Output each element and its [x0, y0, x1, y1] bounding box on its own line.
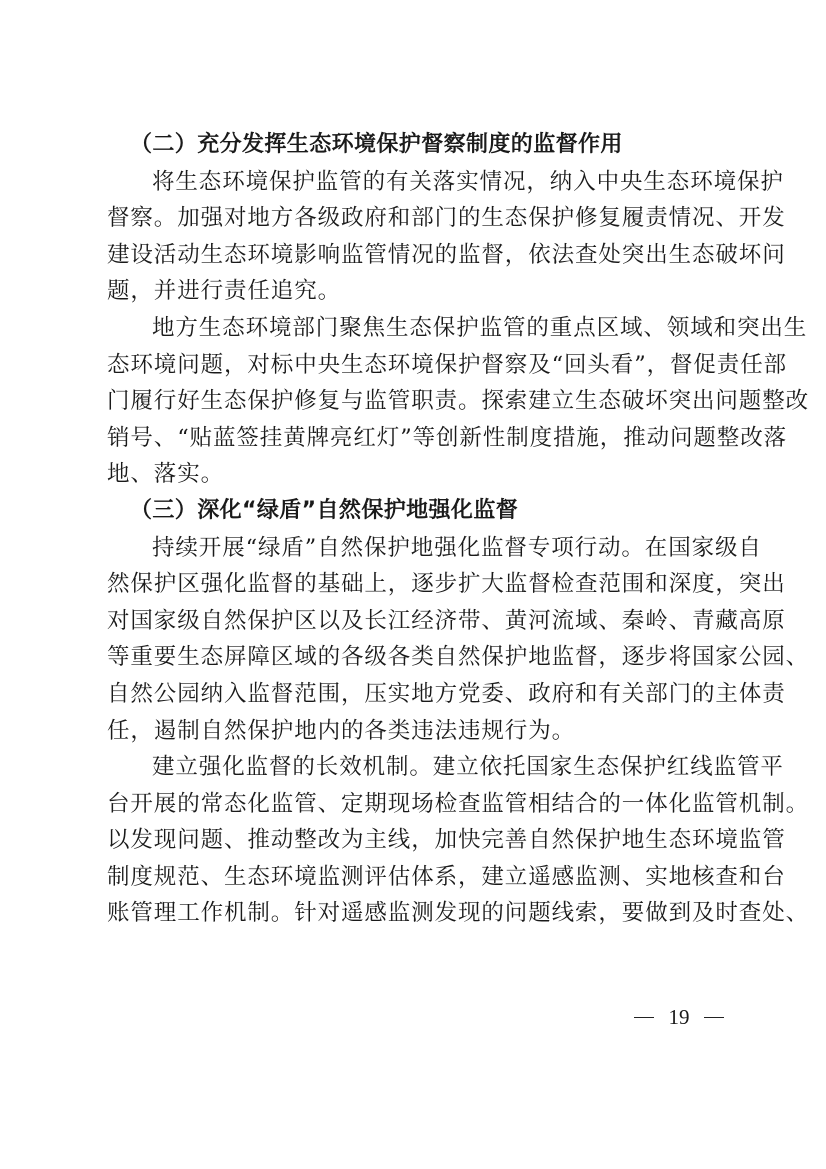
paragraph-line: 以发现问题、推动整改为主线，加快完善自然保护地生态环境监管: [107, 827, 786, 854]
paragraph: [107, 749, 810, 932]
paragraph-line: 态环境问题，对标中央生态环境保护督察及“回头看”，督促责任部: [107, 351, 788, 378]
paragraph-line: 制度规范、生态环境监测评估体系，建立遥感监测、实地核查和台: [107, 863, 786, 890]
paragraph-line: 然保护区强化监督的基础上，逐步扩大监督检查范围和深度，突出: [107, 571, 786, 598]
page-number: [634, 1005, 724, 1030]
paragraph-line: 任，遏制自然保护地内的各类违法违规行为。: [107, 717, 576, 744]
paragraph-line: 题，并进行责任追究。: [107, 278, 342, 305]
paragraph-line: 台开展的常态化监管、定期现场检查监管相结合的一体化监管机制。: [107, 790, 810, 817]
paragraph-line: 将生态环境保护监管的有关落实情况，纳入中央生态环境保护: [152, 168, 784, 195]
paragraph-line: 建设活动生态环境影响监管情况的监督，依法查处突出生态破坏问: [107, 241, 786, 268]
document-body: [107, 127, 810, 932]
paragraph: [107, 310, 810, 493]
page-number-value: 19: [668, 1005, 690, 1029]
paragraph: [107, 164, 786, 310]
paragraph-line: 地、落实。: [107, 461, 225, 488]
paragraph: [107, 530, 810, 750]
paragraph-line: 督察。加强对地方各级政府和部门的生态保护修复履责情况、开发: [107, 205, 786, 232]
paragraph-line: 建立强化监督的长效机制。建立依托国家生态保护红线监管平: [152, 754, 784, 781]
page-number-dash-left: [634, 1017, 654, 1018]
section-heading: （二）充分发挥生态环境保护督察制度的监督作用: [130, 132, 623, 157]
page-number-dash-right: [704, 1017, 724, 1018]
paragraph-line: 自然公园纳入监督范围，压实地方党委、政府和有关部门的主体责: [107, 680, 786, 707]
paragraph-line: 对国家级自然保护区以及长江经济带、黄河流域、秦岭、青藏高原: [107, 607, 786, 634]
paragraph-line: 持续开展“绿盾”自然保护地强化监督专项行动。在国家级自: [152, 534, 762, 561]
paragraph-line: 地方生态环境部门聚焦生态保护监管的重点区域、领域和突出生: [152, 314, 808, 341]
paragraph-line: 门履行好生态保护修复与监管职责。探索建立生态破坏突出问题整改: [107, 388, 810, 415]
paragraph-line: 账管理工作机制。针对遥感监测发现的问题线索，要做到及时查处、: [107, 900, 810, 927]
paragraph-line: 等重要生态屏障区域的各级各类自然保护地监督，逐步将国家公园、: [107, 644, 810, 671]
paragraph-line: 销号、“贴蓝签挂黄牌亮红灯”等创新性制度措施，推动问题整改落: [107, 424, 788, 451]
section-heading: （三）深化“绿盾”自然保护地强化监督: [130, 497, 519, 523]
